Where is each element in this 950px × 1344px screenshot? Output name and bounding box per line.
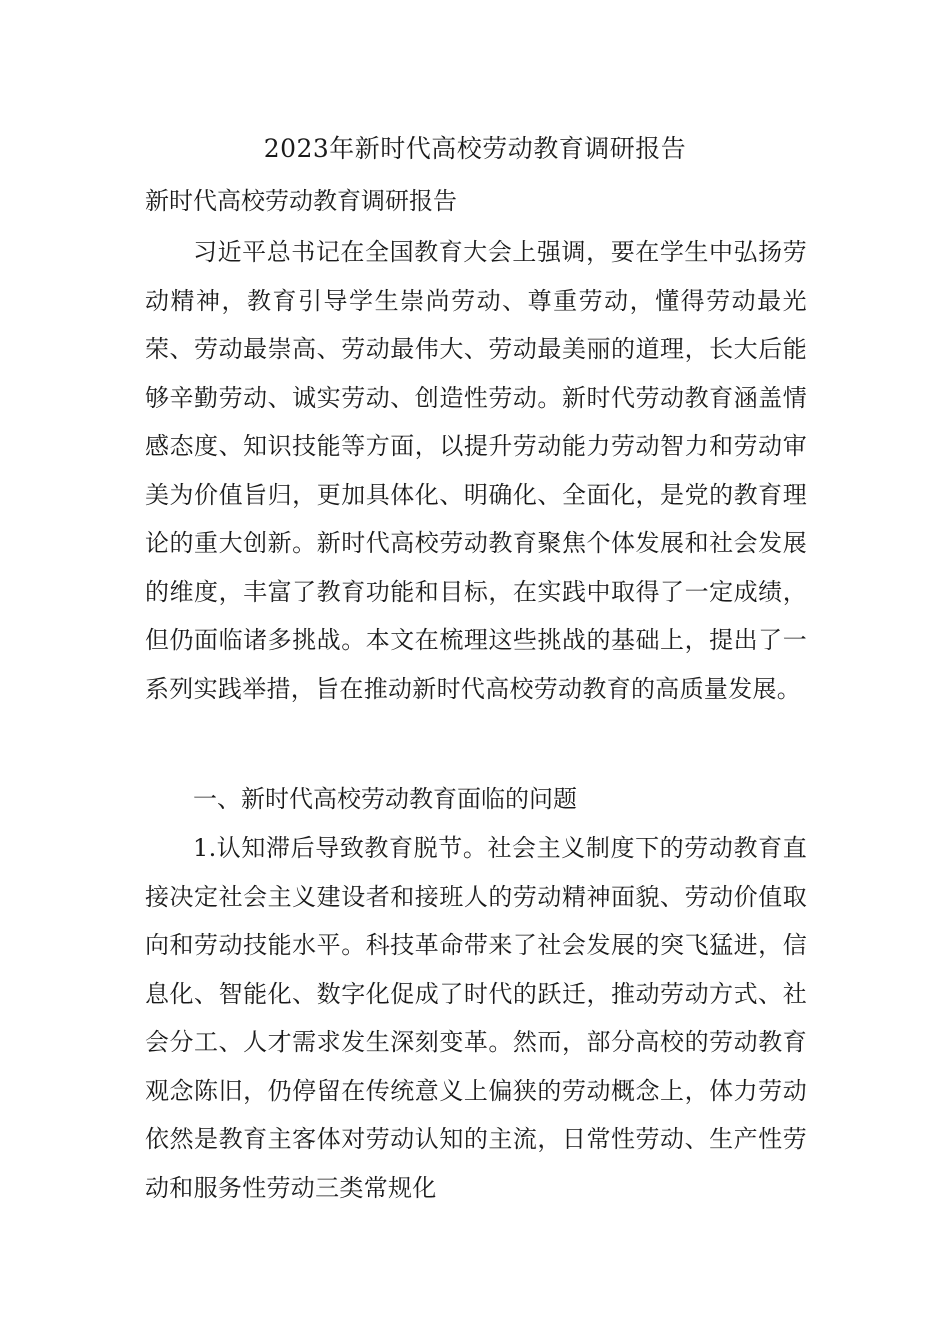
document-subtitle: 新时代高校劳动教育调研报告 xyxy=(145,187,457,215)
section-paragraph: 1.认知滞后导致教育脱节。社会主义制度下的劳动教育直接决定社会主义建设者和接班人的劳动精神面貌、劳动价值取向和劳动技能水平。科技革命带来了社会发展的突飞猛进，信息化、智能化、数字化促成了时代的跃迁，推动劳动方式、社会分工、人才需求发生深刻变革。然而，部分高校的劳动教育观念陈旧，仍停留在传统意义上偏狭的劳动概念上，体力劳动依然是教育主客体对劳动认知的主流，日常性劳动、生产性劳动和服务性劳动三类常规化 xyxy=(145,834,807,1202)
section-heading: 一、新时代高校劳动教育面临的问题 xyxy=(193,785,577,813)
document-title: 2023年新时代高校劳动教育调研报告 xyxy=(263,134,687,163)
intro-paragraph: 习近平总书记在全国教育大会上强调，要在学生中弘扬劳动精神，教育引导学生崇尚劳动、尊重劳动，懂得劳动最光荣、劳动最崇高、劳动最伟大、劳动最美丽的道理，长大后能够辛勤劳动、诚实劳动、创造性劳动。新时代劳动教育涵盖情感态度、知识技能等方面，以提升劳动能力劳动智力和劳动审美为价值旨归，更加具体化、明确化、全面化，是党的教育理论的重大创新。新时代高校劳动教育聚焦个体发展和社会发展的维度，丰富了教育功能和目标，在实践中取得了一定成绩，但仍面临诸多挑战。本文在梳理这些挑战的基础上，提出了一系列实践举措，旨在推动新时代高校劳动教育的高质量发展。 xyxy=(145,238,807,703)
